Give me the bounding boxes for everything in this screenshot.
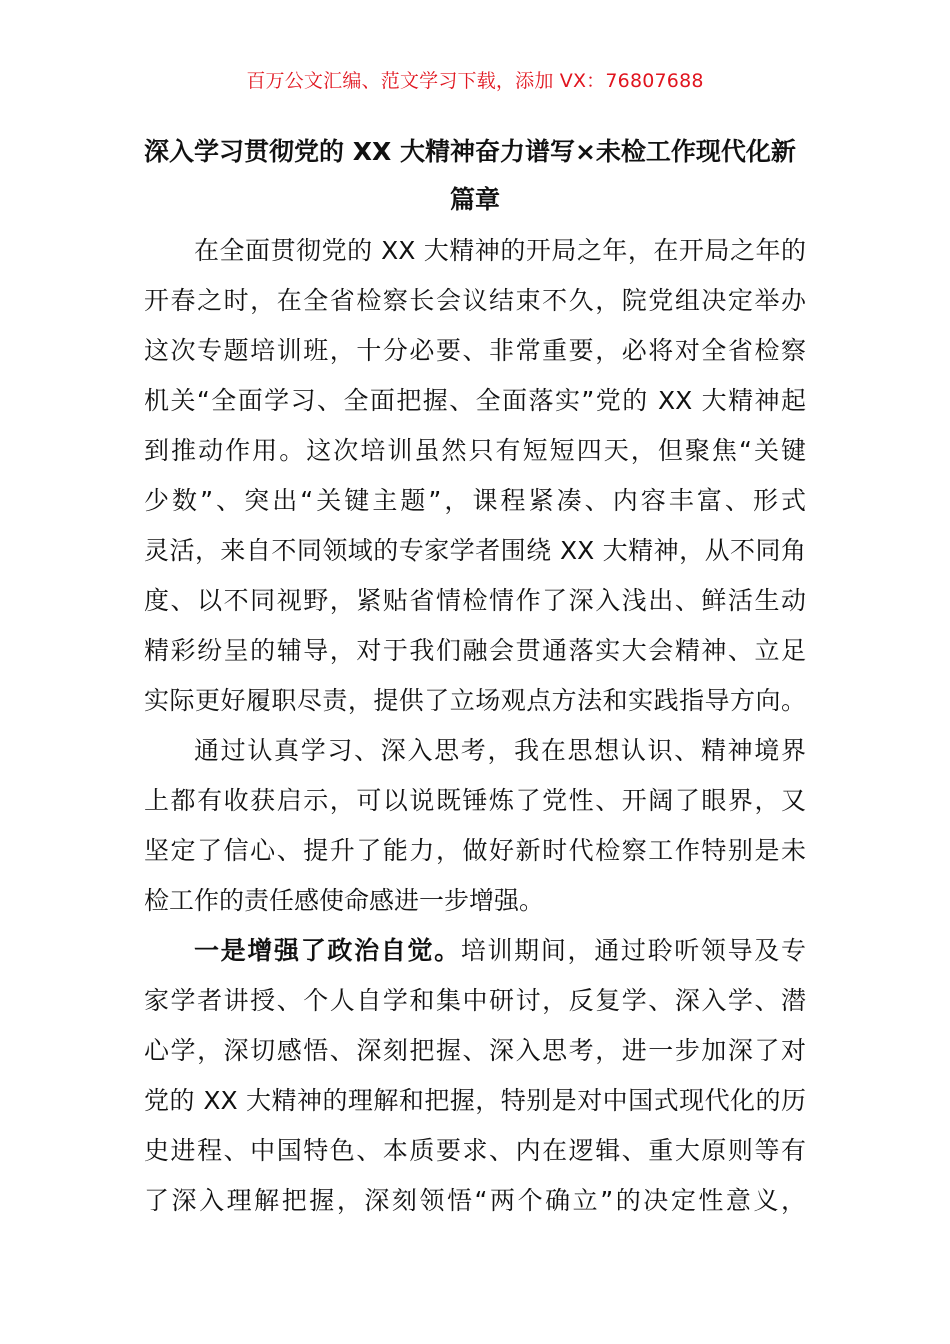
paragraph-1-line: 实际更好履职尽责，提供了立场观点方法和实践指导方向。 [144,686,806,715]
header-watermark-note: 百万公文汇编、范文学习下载，添加 VX：76807688 [246,70,704,92]
paragraph-3-line: 家学者讲授、个人自学和集中研讨，反复学、深入学、潜 [144,986,806,1015]
paragraph-1-line: 度、以不同视野，紧贴省情检情作了深入浅出、鲜活生动 [144,586,806,615]
document-title-line-1: 深入学习贯彻党的 XX 大精神奋力谱写×未检工作现代化新 [144,137,796,166]
paragraph-2-line: 坚定了信心、提升了能力，做好新时代检察工作特别是未 [144,836,806,865]
paragraph-2-line: 通过认真学习、深入思考，我在思想认识、精神境界 [194,736,806,765]
paragraph-1-line: 灵活，来自不同领域的专家学者围绕 XX 大精神，从不同角 [144,536,806,565]
paragraph-3-first-line [144,935,806,967]
paragraph-2-line: 上都有收获启示，可以说既锤炼了党性、开阔了眼界，又 [144,786,806,815]
paragraph-1-line: 开春之时，在全省检察长会议结束不久，院党组决定举办 [144,286,806,315]
paragraph-1-line: 这次专题培训班，十分必要、非常重要，必将对全省检察 [144,336,806,365]
paragraph-1-line: 精彩纷呈的辅导，对于我们融会贯通落实大会精神、立足 [144,636,806,665]
paragraph-3-line: 心学，深切感悟、深刻把握、深入思考，进一步加深了对 [144,1036,806,1065]
paragraph-3-lead-heading: 一是增强了政治自觉。 [194,936,461,965]
paragraph-1-line: 少数”、突出“关键主题”，课程紧凑、内容丰富、形式 [144,486,806,515]
paragraph-2-line: 检工作的责任感使命感进一步增强。 [144,886,545,915]
paragraph-3-line: 党的 XX 大精神的理解和把握，特别是对中国式现代化的历 [144,1086,806,1115]
paragraph-3-line: 了深入理解把握，深刻领悟“两个确立”的决定性意义， [144,1186,806,1215]
paragraph-1-line: 机关“全面学习、全面把握、全面落实”党的 XX 大精神起 [144,386,806,415]
document-title-line-2: 篇章 [449,185,500,214]
paragraph-1-line: 在全面贯彻党的 XX 大精神的开局之年，在开局之年的 [194,236,806,265]
paragraph-3-line: 史进程、中国特色、本质要求、内在逻辑、重大原则等有 [144,1136,806,1165]
paragraph-1-line: 到推动作用。这次培训虽然只有短短四天，但聚焦“关键 [144,436,806,465]
paragraph-3-first-line-text: 培训期间，通过聆听领导及专 [460,936,806,965]
